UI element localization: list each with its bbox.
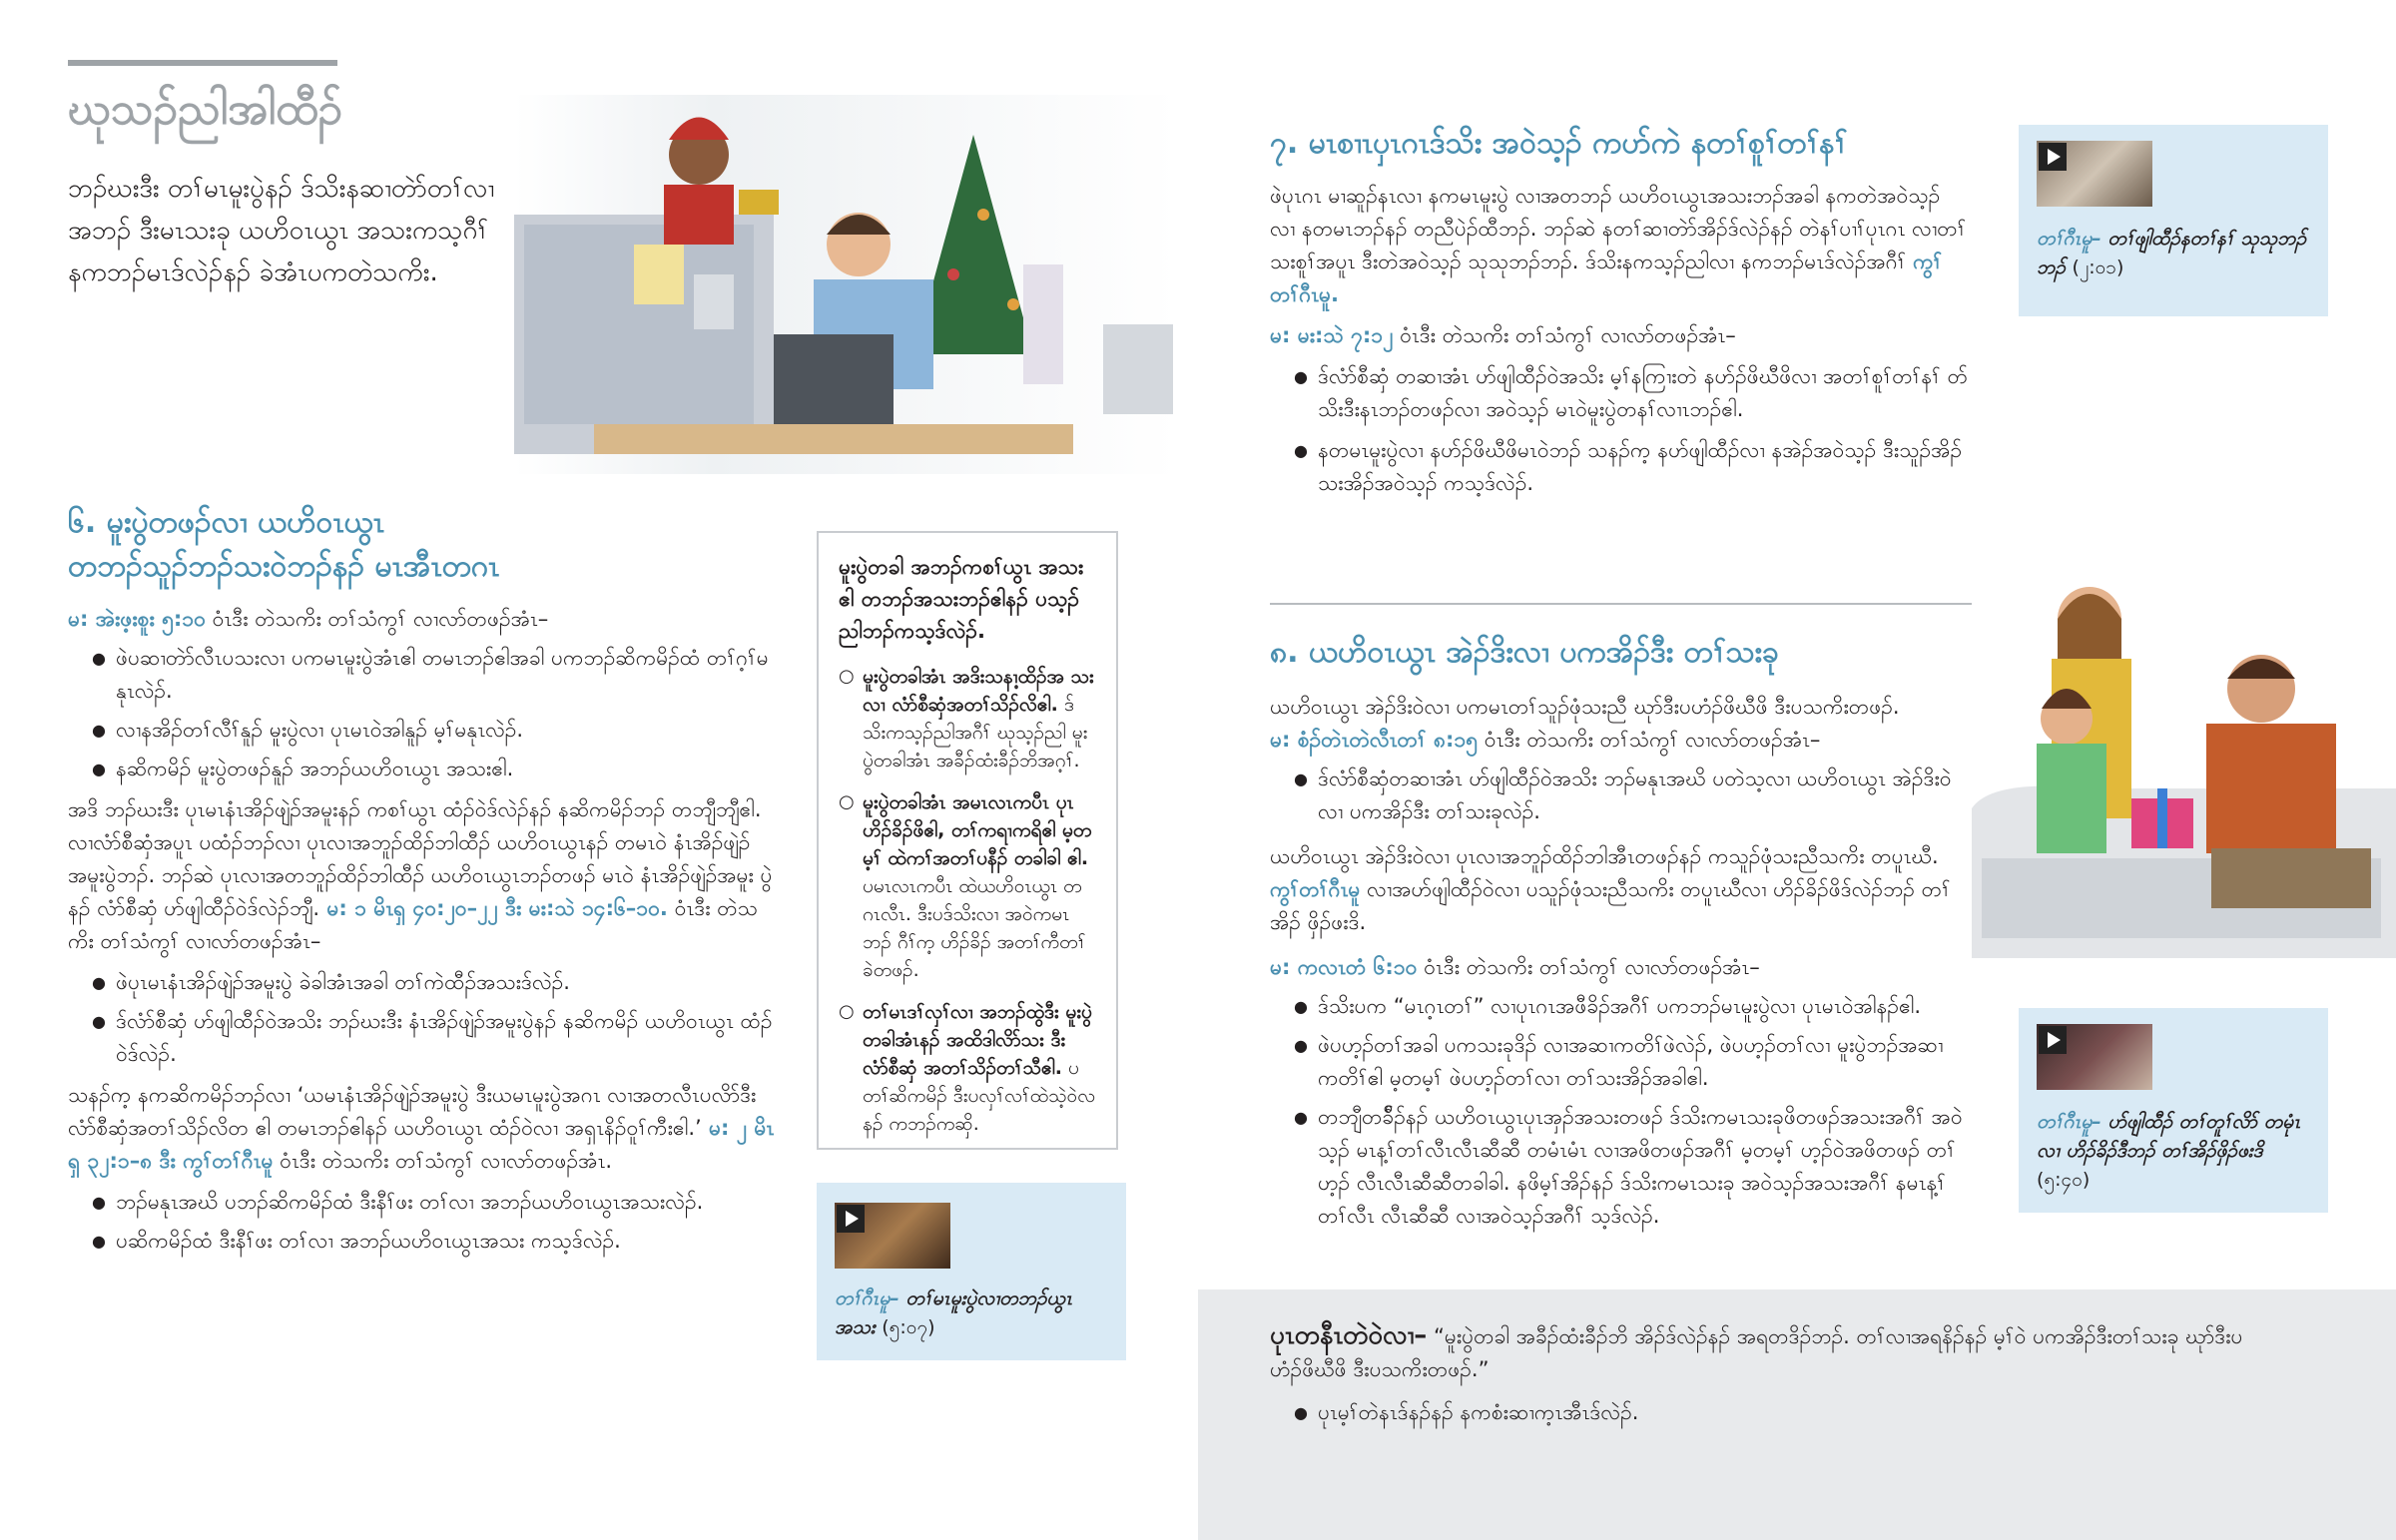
video-label — [835, 1284, 1114, 1342]
video-duration: (၂:၀၁) — [2072, 257, 2124, 278]
video-label — [2037, 225, 2316, 282]
para1-text: အဒိ ဘၣ်ဃးဒီး ပုၤမၤနံၤအိၣ်ဖျဲၣ်အမူးနၣ် ကစၢ်ယွၤ ထံၣ်ဝဲဒ်လဲၣ်နၣ် နဆိကမိၣ်ဘၣ် တဘျီဘျီဧါ. လၢလံာ်စီဆှံအပူၤ ပထံၣ်ဘၣ်လၢ ပုၤလၢအဘူၣ်ထိၣ်ဘါထီၣ် ယဟိဝၤယွၤနၣ် တမၤဝဲ နံၤအိၣ်ဖျဲၣ် အမူးပွဲဘၣ်. ဘၣ်ဆဲ ပုၤလၢအတဘူၣ်ထိၣ်ဘါထီၣ် ယဟိဝၤယွၤဘၣ်တဖၣ် မၤဝဲ နံၤအိၣ်ဖျဲၣ်အမူး ပွဲနၣ် လံာ်စီဆှံ ဟ်ဖျါထီၣ်ဝဲဒ်လဲၣ်ဘျီ. — [68, 797, 773, 920]
scripture-ref-link[interactable]: မ: မး:သဲ ၇:၁၂ — [1270, 323, 1394, 347]
discernment-sidebox — [817, 531, 1118, 1150]
list-item: ● ဘၣ်မနုၤအဃိ ပဘၣ်ဆိကမိၣ်ထံ ဒီးနီၢ်ဖး တၢ်လၢ အဘၣ်ယဟိဝၤယွၤအသးလဲၣ်. — [68, 1186, 782, 1219]
section8-ref2 — [1270, 951, 1969, 984]
list-item: ● ပုၤမ့ၢ်တဲနၤဒ်နၣ်နၣ် နကစံးဆၢက့ၤအီၤဒ်လဲၣ်. — [1270, 1396, 2268, 1429]
sidebox-list — [839, 663, 1096, 1138]
section6-para2 — [68, 1079, 782, 1178]
item-bold: မူးပွဲတခါအံၤ အဒိးသနၢ့ထိၣ်အ သးလၢ လံာ်စီဆှံအတၢ်သိၣ်လိဧါ. — [863, 666, 1094, 716]
section6-title-line1: ၆. မူးပွဲတဖၣ်လၢ ယဟိဝၤယွၤ — [68, 505, 385, 540]
video-card-respect[interactable] — [2019, 125, 2328, 316]
section8-questions1 — [1270, 763, 1969, 828]
video-prefix: တၢ်ဂီၤမူ– — [835, 1287, 899, 1309]
list-item: ● ဖဲပဆၢတဲာ်လီၤပသးလၢ ပကမၤမူးပွဲအံၤဧါ တမၤဘၣ်ဧါအခါ ပကဘၣ်ဆိကမိၣ်ထံ တၢ်ဂ့ၢ်မနုၤလဲၣ်. — [68, 642, 782, 708]
video-link[interactable]: ကွၢ်တၢ်ဂီၤမူ. — [1270, 250, 1943, 306]
list-item: ● နတမၤမူးပွဲလၢ နဟ်ၣ်ဖိဃီဖိမၤဝဲဘၣ် သနၣ်က့ နဟ်ဖျါထီၣ်လၢ နအဲၣ်အဝဲသ့ၣ် ဒီးသူၣ်အိၣ် သးအိၣ်အဝဲသ့ၣ် ကသ့ဒ်လဲၣ်. — [1270, 434, 1969, 500]
ref1-tail: ဝံၤဒီး တဲသကိး တၢ်သံကွၢ် လၢလာ်တဖၣ်အံၤ– — [1478, 728, 1821, 752]
intro-text: ဘၣ်ဃးဒီး တၢ်မၤမူးပွဲနၣ် ဒ်သိးနဆၢတဲာ်တၢ်လၢ အဘၣ် ဒီးမၤသးခု ယဟိဝၤယွၤ အသးကသ့ဂီၢ် နကဘၣ်မၤဒ်လဲၣ်နၣ် ခဲအံၤပကတဲသကိး. — [68, 174, 495, 287]
section7-title: ၇. မၤစၢၤပှၤဂၤဒ်သိး အဝဲသ့ၣ် ကပာ်ကဲ နတၢ်စူၢ်တၢ်နၢ် — [1270, 126, 1847, 161]
section8-title: ၈. ယဟိဝၤယွၤ အဲၣ်ဒိးလၢ ပကအိၣ်ဒီး တၢ်သးခု — [1270, 635, 1779, 670]
some-people-say-text — [1270, 1319, 2268, 1429]
section8-content — [1270, 691, 1969, 1233]
list-item: ● လၢနအိၣ်တၢ်လီၢ်နူၣ် မူးပွဲလၢ ပုၤမၤဝဲအါနူၣ် မ့ၢ်မနုၤလဲၣ်. — [68, 714, 782, 747]
list-item: ● ဒ်သိးပက “မၤဂ့ၤတၢ်” လၢပုၤဂၤအဖီခိၣ်အဂီၢ် ပကဘၣ်မၤမူးပွဲလၢ ပုၤမၤဝဲအါနၣ်ဧါ. — [1270, 990, 1969, 1023]
section6-title — [68, 501, 787, 589]
some-people-say-lead: ပုၤတနီၤတဲဝဲလၢ– — [1270, 1320, 1428, 1350]
section7-ref — [1270, 319, 1969, 352]
video-duration: (၅:၀၇) — [882, 1316, 935, 1338]
some-people-say-box — [1198, 1289, 2396, 1540]
section6-questions3 — [68, 1186, 782, 1258]
list-item — [839, 998, 1096, 1138]
ref1-tail: ဝံၤဒီး တဲသကိး တၢ်သံကွၢ် လၢလာ်တဖၣ်အံၤ– — [205, 607, 549, 631]
scripture-ref-link[interactable]: မ: စံၣ်တဲၤတဲလီၤတၢ် ၈:၁၅ — [1270, 728, 1479, 752]
section7-para — [1270, 180, 1969, 311]
video-prefix: တၢ်ဂီၤမူ– — [2037, 1111, 2101, 1133]
section8-ref1 — [1270, 724, 1969, 757]
para2-tail: လၢအဟ်ဖျါထီၣ်ဝဲလၢ ပသူၣ်ဖုံသးညီသကိး တပူၤဃီလၢ ဟိၣ်ခိၣ်ဖိဒ်လဲၣ်ဘၣ် တၢ်အိၣ် ဖှိၣ်ဖးဒိ. — [1270, 877, 1951, 934]
scripture-ref-link[interactable]: မ: ၁ မိၤရှ ၄၀:၂၀–၂၂ ဒီး မး:သဲ ၁၄:၆–၁၀. — [319, 896, 668, 920]
scripture-ref-link[interactable]: မ: အဲးဖ့းစူး ၅:၁၀ — [68, 607, 206, 631]
family-gift-illustration — [1972, 559, 2396, 958]
item-rest: ပတၢ်ဆိကမိၣ် ဒီးပလှၢ်လၢ်ထဲသဲ့ဝဲလ နၣ် ကဘၣ်ကဆှိ. — [863, 1057, 1096, 1135]
section6-questions1 — [68, 642, 782, 785]
section6-questions2 — [68, 966, 782, 1071]
list-item: ● ဒ်လံာ်စီဆှံ တဆၢအံၤ ဟ်ဖျါထီၣ်ဝဲအသိး မ့ၢ်နကြၢးတဲ နဟ်ၣ်ဖိဃီဖိလၢ အတၢ်စူၢ်တၢ်နၢ် တ်သိးဒီးနၤဘၣ်တဖၣ်လၢ အဝဲသ့ၣ် မၤဝဲမူးပွဲတနၢ်လၢၤဘၣ်ဧါ. — [1270, 360, 1969, 426]
section6-para1 — [68, 793, 782, 958]
play-icon[interactable] — [837, 1205, 865, 1233]
ref2-tail: ဝံၤဒီး တဲသကိး တၢ်သံကွၢ် လၢလာ်တဖၣ်အံၤ– — [1417, 955, 1760, 979]
section6-ref1 — [68, 603, 782, 636]
video-title: တၢ်မၤမူးပွဲလၢတဘၣ်ယွၤ အသး — [835, 1287, 1073, 1338]
video-prefix: တၢ်ဂီၤမူ– — [2037, 228, 2101, 250]
list-item: ● တဘျီတခ်ီၣ်နၣ် ယဟိဝၤယွၤပုၤအှၣ်အသးတဖၣ် ဒ်သိးကမၤသးခုဖိတဖၣ်အသးအဂီၢ် အဝဲသ့ၣ် မၤန့ၢ်တၢ်လီၤလီၤဆီဆီ တမံၤမံၤ လၢအဖိတဖၣ်အဂီၢ် မ့တမ့ၢ် ဟ့ၣ်ဝဲအဖိတဖၣ် တၢ်ဟ့ၣ် လီၤလီၤဆီဆီတခါခါ. နဖိမ့ၢ်အိၣ်နၣ် ဒ်သိးကမၤသးခု အဝဲသ့ၣ်အသးအဂီၢ် နမၤန့ၢ်တၢ်လီၤ လီၤဆီဆီ လၢအဝဲသ့ၣ်အဂီၢ် သ့ဒ်လဲၣ်. — [1270, 1101, 1969, 1233]
video-card-celebrations[interactable] — [817, 1183, 1126, 1360]
list-item: ● နဆိကမိၣ် မူးပွဲတဖၣ်နူၣ် အဘၣ်ယဟိဝၤယွၤ အသးဧါ. — [68, 753, 782, 785]
office-gift-illustration — [514, 95, 1178, 474]
video-duration: (၅:၄၀) — [2037, 1169, 2091, 1191]
section6-title-line2: တဘၣ်သူၣ်ဘၣ်သးဝဲဘၣ်နၣ် မၤအီၤတဂၤ — [68, 549, 500, 584]
list-item: ● ဒ်လံာ်စီဆှံတဆၢအံၤ ဟ်ဖျါထီၣ်ဝဲအသိး ဘၣ်မနုၤအဃိ ပတဲသ့လၢ ယဟိဝၤယွၤ အဲၣ်ဒိးဝဲ လၢ ပကအိၣ်ဒီး တၢ်သးခုလဲၣ်. — [1270, 763, 1969, 828]
scripture-ref-link[interactable]: မ: ၂ မိၤရှ ၃၂:၁–၈ ဒီး — [68, 1116, 775, 1173]
list-item — [839, 788, 1096, 984]
list-item — [839, 663, 1096, 774]
play-icon[interactable] — [2039, 1026, 2067, 1054]
section7-questions — [1270, 360, 1969, 500]
video-link[interactable]: ကွၢ်တၢ်ဂီၤမူ — [183, 1149, 274, 1173]
para2-text: ယဟိဝၤယွၤ အဲၣ်ဒိးဝဲလၢ ပုၤလၢအဘူၣ်ထိၣ်ဘါအီၤတဖၣ်နၣ် ကသူၣ်ဖုံသးညီသကိး တပူၤဃီ. — [1270, 844, 1939, 868]
scripture-ref-link[interactable]: မ: ကလၤတံ ၆:၁၀ — [1270, 955, 1418, 979]
video-label — [2037, 1108, 2316, 1195]
ref-tail: ဝံၤဒီး တဲသကိး တၢ်သံကွၢ် လၢလာ်တဖၣ်အံၤ– — [1393, 323, 1736, 347]
section7-content — [1270, 180, 1969, 500]
ref2-tail: ဝံၤဒီး တဲသကိး တၢ်သံကွၢ် လၢလာ်တဖၣ်အံၤ– — [68, 896, 758, 953]
item-rest: ပမၤလၤကပီၤ ထဲယဟိဝၤယွၤ တဂၤလီၤ. ဒီးပဒ်သိးလၢ အဝဲကမၤဘၣ် ဂီၢ်က့ ဟိၣ်ခိၣ် အတၢ်ကီတၢ်ခဲတဖၣ်. — [863, 875, 1086, 981]
section8-para1: ယဟိဝၤယွၤ အဲၣ်ဒိးဝဲလၢ ပကမၤတၢ်သူၣ်ဖုံသးညီ ဃုာ်ဒီးပဟံၣ်ဖိဃီဖိ ဒီးပသကိးတဖၣ်. — [1270, 695, 1900, 719]
section8-para2 — [1270, 840, 1969, 939]
video-title: ပာ်ဖျါထီၣ် တၢ်တူၢ်လိာ် တမုံၤလၢ ဟိၣ်ခိၣ်ဒီဘၣ် တၢ်အိၣ်ဖှိၣ်ဖးဒိ — [2037, 1111, 2301, 1162]
some-people-say-question — [1270, 1396, 2268, 1429]
list-item: ● ဖဲပုၤမၤနံၤအိၣ်ဖျဲၣ်အမူးပွဲ ခဲခါအံၤအခါ တၢ်ကဲထီၣ်အသးဒ်လဲၣ်. — [68, 966, 782, 999]
section7-para-text: ဖဲပုၤဂၤ မၢဆူၣ်နၤလၢ နကမၤမူးပွဲ လၢအတဘၣ် ယဟိဝၤယွၤအသးဘၣ်အခါ နကတဲအဝဲသ့ၣ် လၢ နတမၤဘၣ်နၣ် တညီပဲၣ်ထီဘၣ်. ဘၣ်ဆဲ နတၢ်ဆၢတဲာ်အိၣ်ဒ်လဲၣ်နၣ် တဲနၢ်ပၢၢ်ပုၤဂၤ လၢတၢ်သးစူၢ်အပူၤ ဒီးတဲအဝဲသ့ၣ် သုသုဘၣ်ဘၣ်. ဒ်သိးနကသ့ၣ်ညါလၢ နကဘၣ်မၤဒ်လဲၣ်အဂီၢ် — [1270, 184, 1967, 273]
video-link[interactable]: ကွၢ်တၢ်ဂီၤမူ — [1270, 877, 1361, 901]
section6-content — [68, 603, 782, 1258]
para2-text: သနၣ်က့ နကဆိကမိၣ်ဘၣ်လၢ ‘ယမၤနံၤအိၣ်ဖျဲၣ်အမူးပွဲ ဒီးယမၤမူးပွဲအဂၤ လၢအတလီၤပလိာ်ဒီး လံာ်စီဆှံအတၢ်သိၣ်လိတ ဧါ တမၤဘၣ်ဧါနၣ် ယဟိဝၤယွၤ ထံၣ်ဝဲလၢ အရှၤနိၣ်ဝူၢ်ကီးဧါ.’ — [68, 1083, 757, 1140]
page-title: ဃုသၣ်ညါအါထီၣ် — [68, 84, 342, 135]
sidebox-title: မူးပွဲတခါ အဘၣ်ကစၢ်ယွၤ အသးဧါ တဘၣ်အသးဘၣ်ဧါနၣ် ပသ့ၣ်ညါဘၣ်ကသ့ဒ်လဲၣ်. — [839, 555, 1084, 643]
item-rest: ဒ်သိးကသ့ၣ်ညါအဂီၢ် ဃုသ့ၣ်ညါ မူးပွဲတခါအံၤ အခီၣ်ထံးခီၣ်ဘိအဂ့ၢ်. — [863, 694, 1088, 771]
list-item: ● ဖဲပဟ့ၣ်တၢ်အခါ ပကသးခုဒိၣ် လၢအဆၢကတိၢ်ဖဲလဲၣ်, ဖဲပဟ့ၣ်တၢ်လၢ မူးပွဲဘၣ်အဆၢ ကတိၢ်ဧါ မ့တမ့ၢ် ဖဲပဟ့ၣ်တၢ်လၢ တၢ်သးအိၣ်အခါဧါ. — [1270, 1029, 1969, 1095]
some-people-say-quote: “မူးပွဲတခါ အခီၣ်ထံးခီၣ်ဘိ အိၣ်ဒ်လဲၣ်နၣ် အရတဒိၣ်ဘၣ်. တၢ်လၢအရနိၣ်နၣ် မ့ၢ်ဝဲ ပကအိၣ်ဒီးတၢ်သးခု ဃုာ်ဒီးပဟံၣ်ဖိဃီဖိ ဒီးပသကိးတဖၣ်.” — [1270, 1324, 2243, 1381]
play-icon[interactable] — [2039, 143, 2067, 171]
title-rule — [68, 60, 337, 66]
ref3-tail: ဝံၤဒီး တဲသကိး တၢ်သံကွၢ် လၢလာ်တဖၣ်အံၤ. — [273, 1149, 613, 1173]
video-card-gathering[interactable] — [2019, 1008, 2328, 1213]
item-bold: တၢ်မၤဒၢ်လှၢ်လၢ အဘၣ်ထွဲဒီး မူးပွဲတခါအံၤနၣ် အထိဒါလိာ်သး ဒီး လံာ်စီဆှံ အတၢ်သိၣ်တၢ်သီဧါ. — [863, 1001, 1092, 1079]
list-item: ● ဒ်လံာ်စီဆှံ ဟ်ဖျါထီၣ်ဝဲအသိး ဘၣ်ဃးဒီး နံၤအိၣ်ဖျဲၣ်အမူးပွဲနၣ် နဆိကမိၣ် ယဟိဝၤယွၤ ထံၣ်ဝဲဒ်လဲၣ်. — [68, 1005, 782, 1071]
section8-questions2 — [1270, 990, 1969, 1233]
video-title: တၢ်ဖျါထီၣ်နတၢ်နၢ် သုသုဘၣ်ဘၣ် — [2037, 228, 2306, 278]
item-bold: မူးပွဲတခါအံၤ အမၤလၤကပီၤ ပုၤ ဟိၣ်ခိၣ်ဖိဧါ, တၢ်ကရၢကရိဧါ မ့တမ့ၢ် ထဲကၢ်အတၢ်ပနီၣ် တခါခါ ဧါ. — [863, 791, 1092, 869]
list-item: ● ပဆိကမိၣ်ထံ ဒီးနီၢ်ဖး တၢ်လၢ အဘၣ်ယဟိဝၤယွၤအသး ကသ့ဒ်လဲၣ်. — [68, 1225, 782, 1258]
